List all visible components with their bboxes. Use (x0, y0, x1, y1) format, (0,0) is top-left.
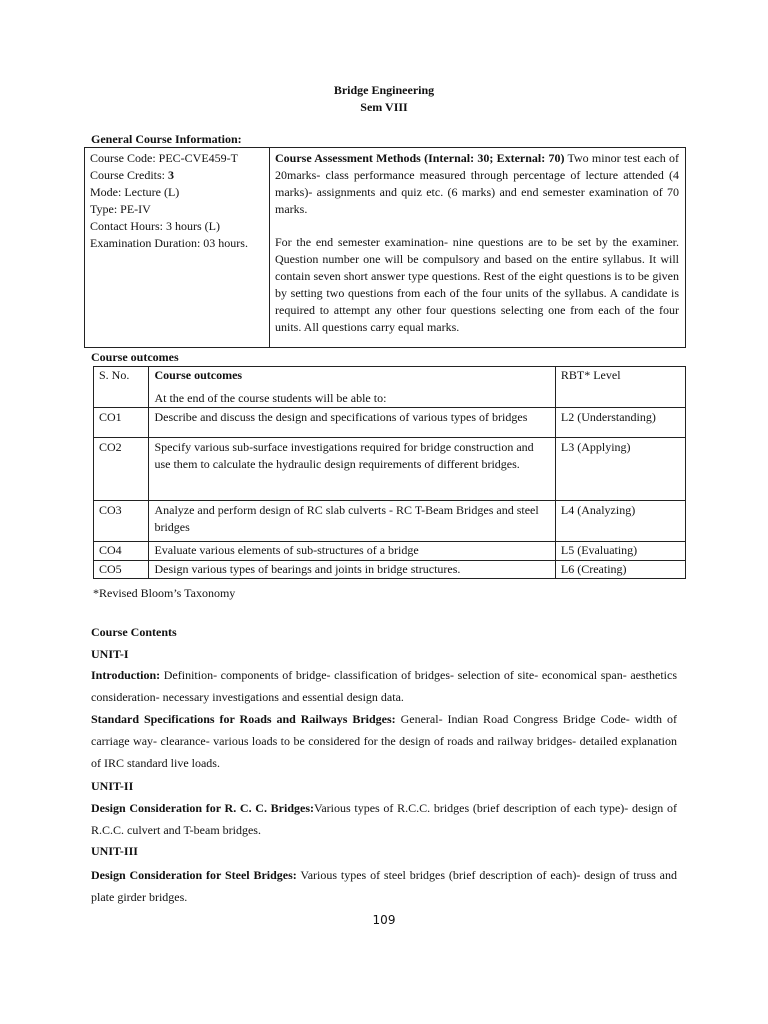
col-outcomes-title: Course outcomes (154, 368, 243, 382)
co-level: L6 (Creating) (555, 561, 685, 579)
general-info-table (84, 147, 686, 348)
course-details (90, 150, 268, 252)
taxonomy-footnote: *Revised Bloom’s Taxonomy (93, 586, 236, 600)
course-credits (90, 167, 268, 184)
steel-text: Various types of steel bridges (brief description of each)- design of truss and plate girder bridges. (91, 868, 677, 904)
co-number: CO3 (94, 501, 149, 542)
contact-hours: Contact Hours: 3 hours (L) (90, 219, 220, 233)
introduction-paragraph (91, 664, 677, 708)
unit-1-heading: UNIT-I (91, 647, 129, 661)
col-outcomes (149, 367, 555, 408)
course-title: Bridge Engineering (333, 83, 435, 97)
course-mode: Mode: Lecture (L) (90, 185, 180, 199)
course-type: Type: PE-IV (90, 202, 151, 216)
co-number: CO5 (94, 561, 149, 579)
rcc-text: Various types of R.C.C. bridges (brief description of each type)- design of R.C.C. culvert and T-beam bridges. (91, 801, 678, 837)
table-divider (269, 148, 270, 347)
table-row (94, 561, 686, 579)
table-row (94, 408, 686, 438)
table-header-row (94, 367, 686, 408)
steel-label: Design Consideration for Steel Bridges: (91, 868, 297, 882)
exam-duration: Examination Duration: 03 hours. (90, 236, 248, 250)
co-level: L3 (Applying) (555, 438, 685, 501)
co-number: CO4 (94, 542, 149, 561)
table-row (94, 542, 686, 561)
co-text: Specify various sub-surface investigations required for bridge construction and use them to calculate the hydraulic design requirements of different bridges. (149, 438, 555, 501)
table-row (94, 501, 686, 542)
specifications-text: General- Indian Road Congress Bridge Code- width of carriage way- clearance- various loads to be considered for the design of roads and railway bridges- detailed explanation of IRC standard live loads. (91, 712, 677, 770)
co-level: L5 (Evaluating) (555, 542, 685, 561)
steel-paragraph (91, 864, 677, 908)
col-sno: S. No. (94, 367, 149, 408)
co-text: Analyze and perform design of RC slab culverts - RC T-Beam Bridges and steel bridges (149, 501, 555, 542)
page-number: 109 (372, 913, 396, 927)
general-info-heading: General Course Information: (91, 132, 242, 146)
assessment-text: Two minor test each of 20marks- class performance measured through percentage of lecture attended (4 marks)- assignments and quiz etc. (6 marks) and end semester examination of 70 marks. (275, 151, 679, 216)
specifications-label: Standard Specifications for Roads and Railways Bridges: (91, 712, 396, 726)
assessment-heading: Course Assessment Methods (Internal: 30; External: 70) (275, 151, 565, 165)
rcc-label: Design Consideration for R. C. C. Bridges: (91, 801, 315, 815)
specifications-paragraph (91, 708, 677, 774)
unit-3-heading: UNIT-III (91, 844, 138, 858)
co-text: Describe and discuss the design and specifications of various types of bridges (149, 408, 555, 438)
introduction-label: Introduction: (91, 668, 161, 682)
introduction-text: Definition- components of bridge- classification of bridges- selection of site- economical span- aesthetics consideration- necessary investigations and essential design data. (91, 668, 677, 704)
co-number: CO1 (94, 408, 149, 438)
course-contents-heading: Course Contents (91, 625, 177, 639)
co-text: Design various types of bearings and joints in bridge structures. (149, 561, 555, 579)
assessment-methods (275, 150, 679, 336)
co-level: L4 (Analyzing) (555, 501, 685, 542)
co-text: Evaluate various elements of sub-structures of a bridge (149, 542, 555, 561)
course-credits-label: Course Credits: (90, 168, 168, 182)
col-outcomes-subtitle: At the end of the course students will be able to: (154, 391, 387, 405)
unit-2-heading: UNIT-II (91, 779, 134, 793)
course-credits-value: 3 (168, 168, 174, 182)
co-number: CO2 (94, 438, 149, 501)
table-row (94, 438, 686, 501)
exam-paragraph: For the end semester examination- nine questions are to be set by the examiner. Question number one will be compulsory and based on the entire syllabus. It will contain seven short answer type questions. Rest of the eight questions is to be given by setting two questions from each of the four units of the syllabus. A candidate is required to attempt any other four questions selecting one from each of the four units. All questions carry equal marks. (275, 235, 679, 334)
col-rbt: RBT* Level (555, 367, 685, 408)
rcc-paragraph (91, 797, 677, 841)
course-outcomes-table (93, 366, 686, 579)
course-code: Course Code: PEC-CVE459-T (90, 151, 238, 165)
course-outcomes-heading: Course outcomes (91, 350, 179, 364)
assessment-paragraph (275, 150, 679, 218)
semester-title: Sem VIII (360, 100, 408, 114)
co-level: L2 (Understanding) (555, 408, 685, 438)
